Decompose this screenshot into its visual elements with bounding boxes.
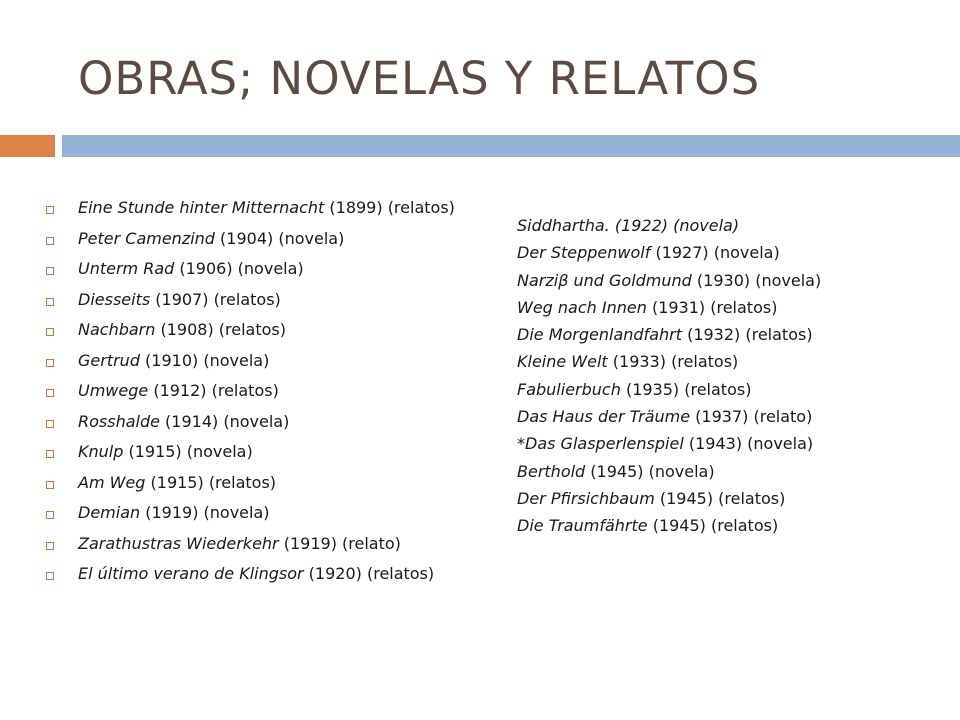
work-title: Die Morgenlandfahrt — [517, 325, 682, 345]
work-details: (1908) (relatos) — [155, 320, 286, 339]
work-title: Zarathustras Wiederkehr — [78, 533, 279, 553]
work-title: Das Haus der Träume — [517, 407, 691, 427]
square-bullet-icon — [46, 481, 54, 489]
work-title: Nachbarn — [78, 320, 156, 339]
list-item — [517, 294, 947, 321]
work-title: Berthold — [517, 461, 586, 481]
square-bullet-icon — [46, 359, 54, 367]
work-title: Knulp — [78, 442, 124, 461]
work-details: (1931) (relatos) — [646, 297, 778, 317]
work-details: (1919) (relato) — [278, 533, 401, 553]
work-details: (1945) (relatos) — [647, 516, 779, 536]
list-item — [44, 290, 474, 310]
work-title: Peter Camenzind — [78, 228, 215, 248]
list-item — [517, 485, 947, 512]
list-item — [517, 348, 947, 375]
work-details: (1910) (novela) — [139, 350, 270, 370]
work-title: Der Pfirsichbaum — [517, 488, 655, 508]
square-bullet-icon — [46, 267, 54, 275]
work-details: (1933) (relatos) — [607, 352, 739, 372]
work-title: Die Traumfährte — [517, 516, 648, 536]
work-details: (1912) (relatos) — [148, 381, 279, 400]
work-title: Siddhartha. (1922) (novela) — [517, 216, 740, 235]
list-item — [44, 564, 474, 584]
list-item — [44, 381, 474, 401]
work-details: (1919) (novela) — [140, 503, 270, 522]
works-list-left — [44, 198, 474, 595]
work-details: (1906) (novela) — [174, 259, 304, 278]
list-item — [44, 259, 474, 279]
list-item — [44, 229, 474, 249]
work-title: Der Steppenwolf — [517, 243, 651, 263]
list-item — [44, 503, 474, 523]
work-details: (1907) (relatos) — [150, 289, 281, 309]
work-title: Diesseits — [78, 289, 151, 309]
work-details: (1920) (relatos) — [303, 564, 435, 583]
list-item — [44, 351, 474, 371]
square-bullet-icon — [46, 450, 54, 458]
list-item — [517, 376, 947, 403]
work-details: (1945) (relatos) — [654, 488, 786, 508]
square-bullet-icon — [46, 511, 54, 519]
title-underline-blue — [62, 135, 960, 157]
work-title: Am Weg — [78, 472, 146, 492]
work-details: (1899) (relatos) — [324, 198, 455, 217]
square-bullet-icon — [46, 206, 54, 214]
list-item — [517, 430, 947, 457]
list-item — [44, 442, 474, 462]
work-details: (1915) (relatos) — [145, 472, 277, 492]
list-item — [517, 267, 947, 294]
work-title: Weg nach Innen — [517, 297, 647, 317]
work-title: Demian — [78, 503, 141, 522]
square-bullet-icon — [46, 572, 54, 580]
list-item — [517, 212, 947, 239]
list-item — [517, 403, 947, 430]
work-title: Kleine Welt — [517, 352, 608, 372]
work-details: (1904) (novela) — [214, 228, 345, 248]
work-details: (1943) (novela) — [683, 434, 814, 454]
slide-title: OBRAS; NOVELAS Y RELATOS — [78, 52, 761, 105]
square-bullet-icon — [46, 389, 54, 397]
work-details: (1927) (novela) — [650, 243, 780, 263]
title-underline-orange — [0, 135, 55, 157]
list-item — [517, 458, 947, 485]
list-item — [44, 534, 474, 554]
list-item — [44, 473, 474, 493]
work-title: Umwege — [78, 381, 149, 400]
work-details: (1935) (relatos) — [620, 379, 752, 399]
square-bullet-icon — [46, 298, 54, 306]
work-details: (1914) (novela) — [159, 411, 290, 431]
work-title: Fabulierbuch — [517, 379, 621, 399]
work-title: Rosshalde — [78, 411, 160, 431]
work-title: Unterm Rad — [78, 259, 175, 278]
work-details: (1937) (relato) — [690, 407, 813, 427]
work-details: (1915) (novela) — [123, 442, 253, 461]
work-title: Eine Stunde hinter Mitternacht — [78, 198, 325, 217]
work-details: (1932) (relatos) — [681, 325, 813, 345]
list-item — [44, 198, 474, 218]
work-title: Gertrud — [78, 350, 140, 370]
work-title: *Das Glasperlenspiel — [517, 434, 684, 454]
list-item — [44, 320, 474, 340]
list-item — [517, 239, 947, 266]
square-bullet-icon — [46, 420, 54, 428]
square-bullet-icon — [46, 237, 54, 245]
list-item — [517, 512, 947, 539]
square-bullet-icon — [46, 542, 54, 550]
works-list-right — [517, 212, 947, 540]
list-item — [517, 321, 947, 348]
work-title: El último verano de Klingsor — [78, 564, 304, 583]
work-details: (1945) (novela) — [585, 461, 715, 481]
work-details: (1930) (novela) — [691, 270, 822, 290]
square-bullet-icon — [46, 328, 54, 336]
list-item — [44, 412, 474, 432]
work-title: Narziβ und Goldmund — [517, 270, 692, 290]
